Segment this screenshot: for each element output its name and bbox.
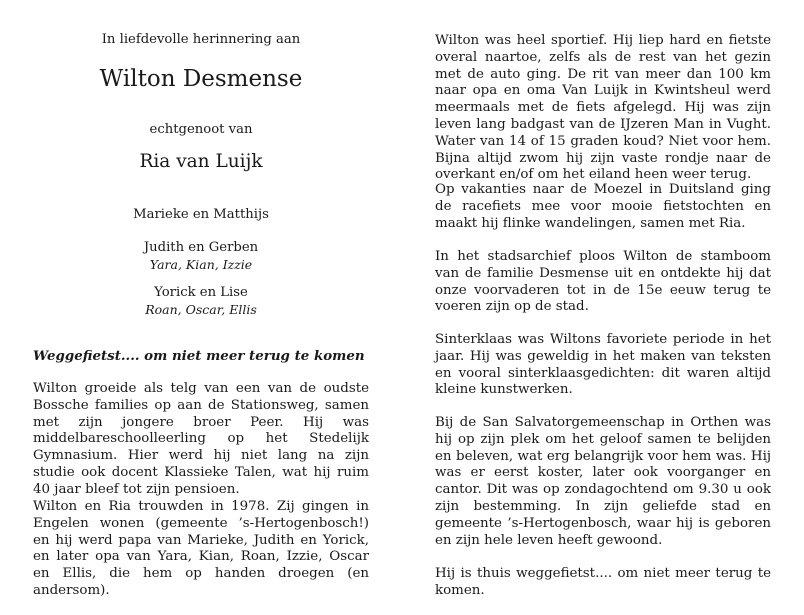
family-children: Yara, Kian, Izzie [149, 257, 253, 272]
closing-line: Hij is thuis weggefietst.... om niet meer terug te komen. [435, 566, 771, 598]
family-parents: Marieke en Matthijs [133, 207, 269, 222]
spouse-name: Ria van Luijk [139, 151, 263, 172]
family-group-2 [33, 239, 369, 273]
spouse-label: echtgenoot van [149, 122, 253, 137]
biography-paragraph: Wilton en Ria trouwden in 1978. Zij gingen in Engelen wonen (gemeente ’s-Hertogenbosch!) en hij werd papa van Marieke, Judith en Yorick, en later opa van Yara, Kian, Roan, Izzie, Oscar en Ellis, die hem op handen droegen (en andersom). [33, 499, 369, 598]
intro-text: In liefdevolle herinnering aan [101, 32, 301, 47]
biography-paragraph: Op vakanties naar de Moezel in Duitsland ging de racefiets mee voor mooie fietstochten en maakt hij flinke wandelingen, samen met Ria. [435, 182, 771, 231]
motto-heading: Weggefietst.... om niet meer terug te komen [33, 348, 365, 364]
family-parents: Judith en Gerben [143, 240, 259, 255]
biography-paragraph: Wilton groeide als telg van een van de oudste Bossche families op aan de Stationsweg, samen met zijn jongere broer Peer. Hij was middelbareschoolleerling op het Stedelijk Gymnasium. Hier werd hij niet lang na zijn studie ook docent Klassieke Talen, wat hij ruim 40 jaar bleef tot zijn pensioen. [33, 381, 369, 497]
family-group-1 [33, 206, 369, 223]
deceased-name: Wilton Desmense [99, 66, 303, 92]
family-children: Roan, Oscar, Ellis [145, 302, 257, 317]
biography-paragraph: Wilton was heel sportief. Hij liep hard en fietste overal naartoe, zelfs als de rest van het gezin met de auto ging. De rit van meer dan 100 km naar opa en oma Van Luijk in Kwintsheul werd meermaals met de fiets afgelegd. Hij was zijn leven lang badgast van de IJzeren Man in Vught. Water van 14 of 15 graden koud? Niet voor hem. Bijna altijd zwom hij zijn vaste rondje naar de overkant en/of om het eiland heen weer terug. [435, 33, 771, 183]
biography-paragraph: Sinterklaas was Wiltons favoriete periode in het jaar. Hij was geweldig in het maken van teksten en vooral sinterklaasgedichten: dit waren altijd kleine kunstwerken. [435, 332, 771, 398]
biography-paragraph: Bij de San Salvatorgemeenschap in Orthen was hij op zijn plek om het geloof samen te belijden en beleven, wat erg belangrijk voor hem was. Hij was er eerst koster, later ook voorganger en cantor. Dit was op zondagochtend om 9.30 u ook zijn bestemming. In zijn geliefde stad en gemeente ’s-Hertogenbosch, waar hij is geboren en zijn hele leven heeft gewoond. [435, 415, 771, 548]
family-group-3 [33, 284, 369, 318]
biography-paragraph: In het stadsarchief ploos Wilton de stamboom van de familie Desmense uit en ontdekte hij dat onze voorvaderen tot in de 15e eeuw terug te voeren zijn op de stad. [435, 249, 771, 315]
family-parents: Yorick en Lise [154, 285, 248, 300]
